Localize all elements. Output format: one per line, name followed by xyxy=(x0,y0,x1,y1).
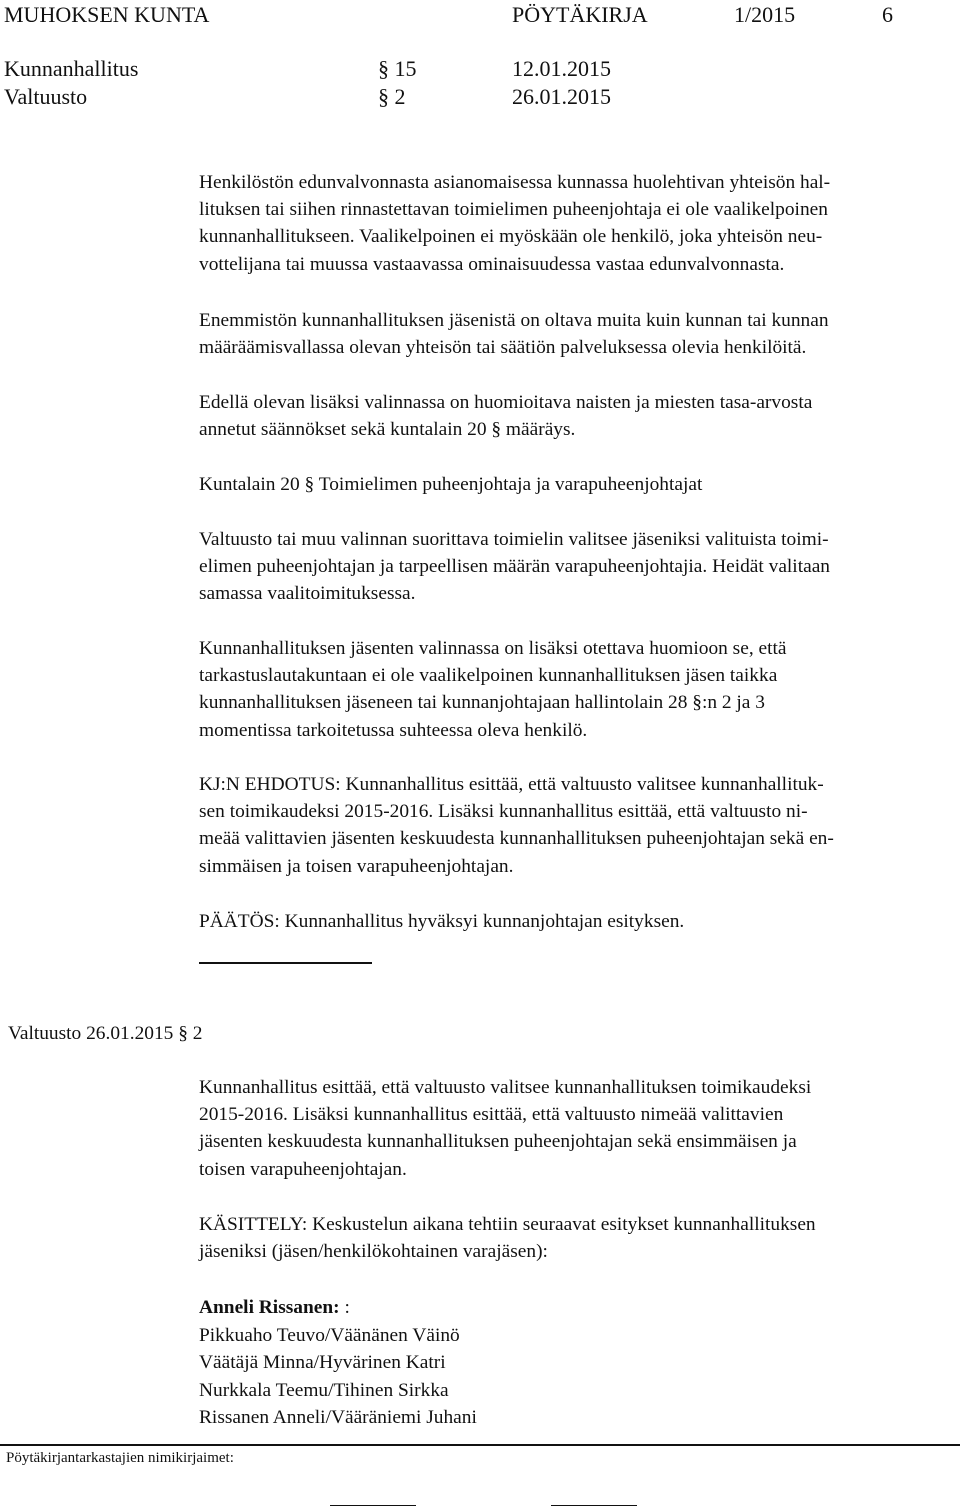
text-line: jäsenten keskuudesta kunnanhallituksen puheenjohtajan sekä ensimmäisen ja xyxy=(199,1131,797,1153)
text-line: meää valittavien jäsenten keskuudesta kunnanhallituksen puheenjohtajan sekä en- xyxy=(199,828,834,850)
text-line: lituksen tai siihen rinnastettavan toimielimen puheenjohtaja ei ole vaalikelpoinen xyxy=(199,199,828,221)
text-line: Henkilöstön edunvalvonnasta asianomaisessa kunnassa huolehtivan yhteisön hal- xyxy=(199,172,831,193)
paragraph-chair-election xyxy=(199,526,955,608)
text-line: tarkastuslautakuntaan ei ole vaalikelpoinen kunnanhallituksen jäsen taikka xyxy=(199,665,778,687)
document-number: 1/2015 xyxy=(734,2,796,27)
text-line: KÄSITTELY: Keskustelun aikana tehtiin seuraavat esitykset kunnanhallituksen xyxy=(199,1214,816,1235)
meeting-body: Kunnanhallitus xyxy=(4,56,139,81)
text-line: sen toimikaudeksi 2015-2016. Lisäksi kunnanhallitus esittää, että valtuusto ni- xyxy=(199,801,808,823)
text-line: 2015-2016. Lisäksi kunnanhallitus esittää, että valtuusto nimeää valittavien xyxy=(199,1104,784,1126)
text-line: samassa vaalitoimituksessa. xyxy=(199,583,416,605)
decision-paragraph xyxy=(199,908,955,935)
text-line: kunnanhallitukseen. Vaalikelpoinen ei myöskään ole henkilö, joka yhteisön neu- xyxy=(199,226,823,248)
text-line: Kunnanhallituksen jäsenten valinnassa on lisäksi otettava huomioon se, että xyxy=(199,638,787,659)
nominee-item: Nurkkala Teemu/Tihinen Sirkka xyxy=(199,1379,449,1401)
proposer-suffix: : xyxy=(339,1297,350,1318)
text-line: Enemmistön kunnanhallituksen jäsenistä on oltava muita kuin kunnan tai kunnan xyxy=(199,310,829,331)
handling-paragraph xyxy=(199,1211,955,1265)
valtuusto-proposal-paragraph xyxy=(199,1074,955,1183)
text-line: määräämisvallassa olevan yhteisön tai säätiön palveluksessa olevia henkilöitä. xyxy=(199,337,807,359)
paragraph-law-heading xyxy=(199,471,955,498)
section-number: § 2 xyxy=(378,84,406,109)
nominee-item: Väätäjä Minna/Hyvärinen Katri xyxy=(199,1352,446,1374)
municipality-name: MUHOKSEN KUNTA xyxy=(4,2,210,27)
text-line: momentissa tarkoitetussa suhteessa oleva henkilö. xyxy=(199,719,588,741)
text-line: Valtuusto tai muu valinnan suorittava toimielin valitsee jäseniksi valituista toimi- xyxy=(199,529,829,550)
proposer-line xyxy=(199,1294,477,1322)
proposer-name: Anneli Rissanen: xyxy=(199,1297,340,1318)
signatures-label: Pöytäkirjantarkastajien nimikirjaimet: xyxy=(6,1450,234,1466)
text-line: vottelijana tai muussa vastaavassa ominaisuudessa vastaa edunvalvonnasta. xyxy=(199,253,785,275)
page-number: 6 xyxy=(882,2,893,27)
footer-rule xyxy=(0,1444,960,1446)
meeting-date: 26.01.2015 xyxy=(512,84,611,109)
text-line: KJ:N EHDOTUS: Kunnanhallitus esittää, että valtuusto valitsee kunnanhallituk- xyxy=(199,774,824,795)
text-line: toisen varapuheenjohtajan. xyxy=(199,1158,407,1180)
nominee-item: Pikkuaho Teuvo/Väänänen Väinö xyxy=(199,1324,460,1346)
text-line: Edellä olevan lisäksi valinnassa on huomioitava naisten ja miesten tasa-arvosta xyxy=(199,392,813,413)
section-number: § 15 xyxy=(378,56,417,81)
paragraph-majority xyxy=(199,307,955,361)
text-line: annetut säännökset sekä kuntalain 20 § määräys. xyxy=(199,419,576,441)
text-line: PÄÄTÖS: Kunnanhallitus hyväksyi kunnanjohtajan esityksen. xyxy=(199,911,685,932)
paragraph-equality xyxy=(199,389,955,443)
text-line: simmäisen ja toisen varapuheenjohtajan. xyxy=(199,855,514,877)
signature-line xyxy=(330,1505,416,1506)
meeting-date: 12.01.2015 xyxy=(512,56,611,81)
nominee-list xyxy=(199,1294,477,1432)
text-line: jäseniksi (jäsen/henkilökohtainen varajäsen): xyxy=(199,1241,548,1263)
section-divider xyxy=(199,962,372,964)
text-line: Kunnanhallitus esittää, että valtuusto valitsee kunnanhallituksen toimikaudeksi xyxy=(199,1077,812,1098)
document-type: PÖYTÄKIRJA xyxy=(512,2,648,27)
nominee-item: Rissanen Anneli/Vääräniemi Juhani xyxy=(199,1407,477,1429)
paragraph-audit-committee xyxy=(199,635,955,744)
meeting-body: Valtuusto xyxy=(4,84,88,109)
signature-line xyxy=(551,1505,637,1506)
text-line: kunnanhallituksen jäseneen tai kunnanjohtajaan hallintolain 28 §:n 2 ja 3 xyxy=(199,692,765,714)
valtuusto-section-label: Valtuusto 26.01.2015 § 2 xyxy=(8,1023,203,1044)
paragraph-eligibility xyxy=(199,169,955,278)
proposal-paragraph xyxy=(199,771,955,880)
text-line: elimen puheenjohtajan ja tarpeellisen määrän varapuheenjohtajia. Heidät valitaan xyxy=(199,556,830,578)
text-line: Kuntalain 20 § Toimielimen puheenjohtaja ja varapuheenjohtajat xyxy=(199,474,703,495)
